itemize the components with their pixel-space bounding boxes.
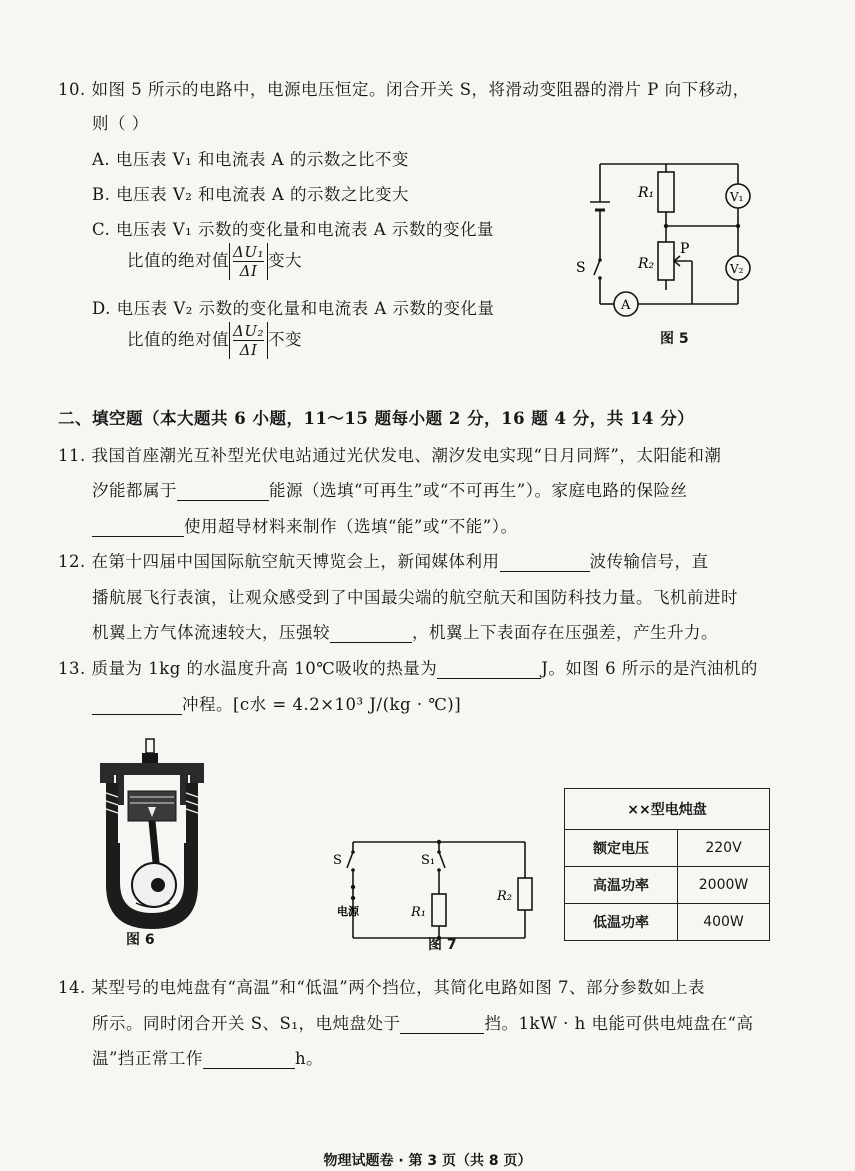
q14-l2-prefix: 所示。同时闭合开关 S、S₁，电炖盘处于: [92, 1014, 401, 1033]
spec-table: [564, 788, 770, 941]
q11-line2: [92, 477, 688, 501]
fig5-v1-label: V₁: [730, 190, 744, 204]
q10-option-d-line2: [127, 322, 302, 359]
q10-option-a: A. 电压表 V₁ 和电流表 A 的示数之比不变: [92, 150, 409, 169]
q13-line1: [58, 655, 758, 679]
spec-label: 低温功率: [565, 904, 678, 941]
fig7-caption: 图 7: [428, 937, 457, 953]
figure-6-engine-illustration: [92, 735, 212, 933]
q14-line1: 14. 某型号的电炖盘有“高温”和“低温”两个挡位，其简化电路如图 7、部分参数如上表: [58, 978, 705, 997]
q10-d-numerator: ΔU₂: [233, 322, 264, 340]
spec-table-title: ××型电炖盘: [565, 789, 770, 830]
q10-d-suffix: 不变: [268, 330, 302, 349]
section-2-heading: 二、填空题（本大题共 6 小题，11～15 题每小题 2 分，16 题 4 分，共 14 分）: [58, 409, 695, 428]
q12-l1-prefix: 12. 在第十四届中国国际航空航天博览会上，新闻媒体利用: [58, 552, 500, 571]
fig7-r1-label: R₁: [411, 905, 426, 920]
q10-stem: 10. 如图 5 所示的电路中，电源电压恒定。闭合开关 S，将滑动变阻器的滑片 P 向下移动，: [58, 80, 750, 99]
spec-value: 220V: [678, 830, 770, 867]
q10-d-abs: [229, 322, 268, 359]
q10-option-c: C. 电压表 V₁ 示数的变化量和电流表 A 示数的变化量: [92, 220, 494, 239]
q10-d-denominator: ΔI: [239, 341, 258, 359]
q12-l1-suffix: 波传输信号，直: [589, 552, 709, 571]
fig7-s1-label: S₁: [421, 853, 436, 868]
page-footer: 物理试题卷 · 第 3 页（共 8 页）: [323, 1153, 532, 1169]
fig7-source-label: 电源: [337, 905, 359, 918]
q14-l3-prefix: 温”挡正常工作: [92, 1049, 203, 1068]
q12-line3: [92, 619, 718, 643]
table-row: [565, 867, 770, 904]
q14-blank-1[interactable]: [400, 1015, 484, 1034]
fig5-s-label: S: [576, 260, 586, 276]
q10-c-prefix: 比值的绝对值: [127, 251, 229, 270]
fig5-p-label: P: [680, 241, 690, 257]
q14-line2: [92, 1010, 753, 1034]
fig6-caption: 图 6: [126, 932, 155, 948]
q11-blank-1[interactable]: [177, 482, 269, 501]
q11-line1: 11. 我国首座潮光互补型光伏电站通过光伏发电、潮汐发电实现“日月同辉”，太阳能和潮: [58, 446, 722, 465]
fig5-r2-label: R₂: [638, 256, 655, 272]
table-row: [565, 904, 770, 941]
q11-l2-suffix: 能源（选填“可再生”或“不可再生”）。家庭电路的保险丝: [269, 481, 688, 500]
q10-c-suffix: 变大: [268, 251, 302, 270]
q14-blank-2[interactable]: [203, 1050, 295, 1069]
q10-option-c-line2: [127, 243, 302, 280]
q11-line3: [92, 513, 518, 537]
q13-l1-suffix: J。如图 6 所示的是汽油机的: [541, 659, 758, 678]
q10-option-b: B. 电压表 V₂ 和电流表 A 的示数之比变大: [92, 185, 410, 204]
q10-c-numerator: ΔU₁: [233, 243, 264, 261]
q13-blank-1[interactable]: [437, 660, 541, 679]
q10-c-abs: [229, 243, 268, 280]
q12-l3-prefix: 机翼上方气体流速较大，压强较: [92, 623, 330, 642]
q14-line3: [92, 1045, 323, 1069]
fig5-r1-label: R₁: [638, 185, 655, 201]
fig7-s-label: S: [333, 853, 342, 868]
spec-value: 2000W: [678, 867, 770, 904]
figure-5-circuit: [560, 150, 780, 350]
table-row: [565, 830, 770, 867]
q13-l2-suffix: 冲程。[c水 = 4.2×10³ J/(kg · ℃)]: [182, 695, 462, 714]
q10-option-d: D. 电压表 V₂ 示数的变化量和电流表 A 示数的变化量: [92, 299, 495, 318]
q14-l3-suffix: h。: [294, 1049, 324, 1068]
q14-l2-suffix: 挡。1kW · h 电能可供电炖盘在“高: [484, 1014, 754, 1033]
q12-line2: 播航展飞行表演，让观众感受到了中国最尖端的航空航天和国防科技力量。飞机前进时: [92, 588, 738, 607]
q13-blank-2[interactable]: [92, 696, 182, 715]
q12-l3-suffix: ，机翼上下表面存在压强差，产生升力。: [412, 623, 718, 642]
q13-l1-prefix: 13. 质量为 1kg 的水温度升高 10℃吸收的热量为: [58, 659, 438, 678]
fig5-v2-label: V₂: [730, 262, 744, 276]
q13-line2: [92, 691, 461, 715]
fig5-caption: 图 5: [660, 331, 689, 347]
q12-blank-2[interactable]: [330, 624, 412, 643]
spec-label: 额定电压: [565, 830, 678, 867]
q10-d-prefix: 比值的绝对值: [127, 330, 229, 349]
fig5-a-label: A: [621, 298, 631, 313]
q10-c-denominator: ΔI: [239, 262, 258, 280]
q12-blank-1[interactable]: [500, 553, 590, 572]
spec-value: 400W: [678, 904, 770, 941]
q11-l2-prefix: 汐能都属于: [92, 481, 177, 500]
spec-label: 高温功率: [565, 867, 678, 904]
q11-blank-2[interactable]: [92, 518, 184, 537]
q10-stem-cont: 则（ ）: [92, 114, 149, 133]
q12-line1: [58, 548, 709, 572]
fig7-r2-label: R₂: [497, 889, 512, 904]
figure-7-circuit: [325, 838, 550, 946]
q11-l3-suffix: 使用超导材料来制作（选填“能”或“不能”）。: [184, 517, 518, 536]
